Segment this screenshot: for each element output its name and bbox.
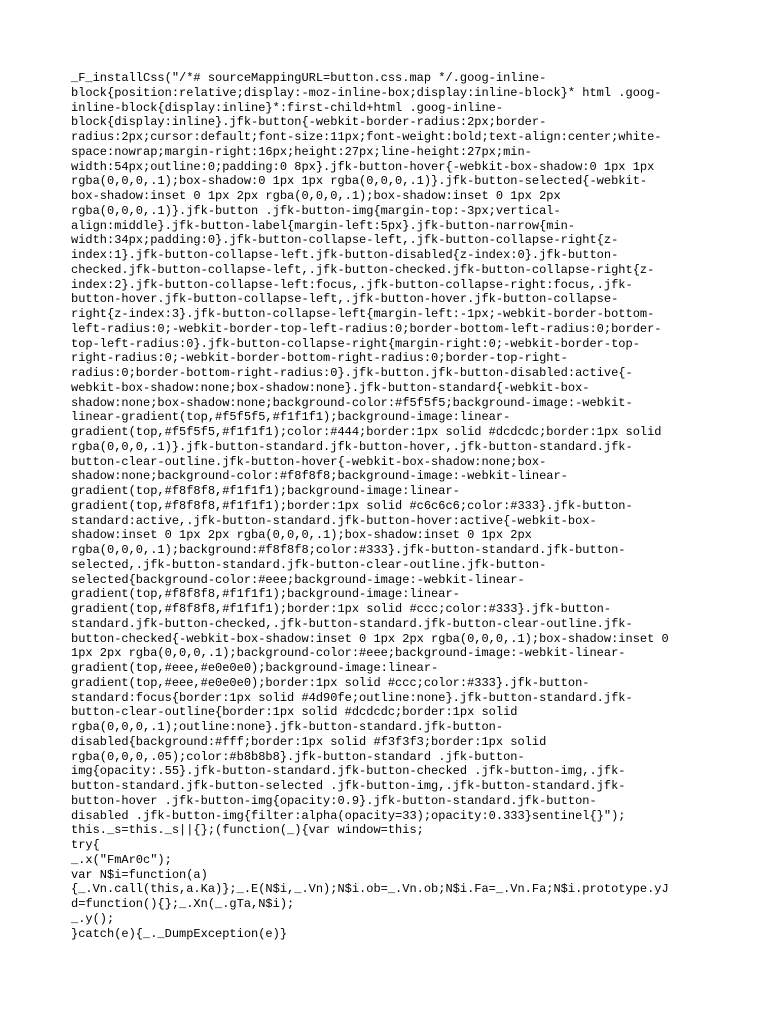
code-line: align:middle}.jfk-button-label{margin-left:5px}.jfk-button-narrow{min- [71, 218, 576, 233]
code-line: inline-block{display:inline}*:first-child+html .goog-inline- [71, 100, 504, 115]
code-line: gradient(top,#f8f8f8,#f1f1f1);background-image:linear- [71, 484, 460, 498]
code-line: d=function(){};_.Xn(_.gTa,N$i); [71, 897, 295, 911]
code-line: try{ [71, 838, 100, 852]
code-line: rgba(0,0,0,.1);outline:none}.jfk-button-standard.jfk-button- [71, 720, 504, 734]
code-line: radius:0;border-bottom-right-radius:0}.jfk-button.jfk-button-disabled:active{- [71, 366, 633, 380]
code-line: gradient(top,#f5f5f5,#f1f1f1);color:#444;border:1px solid #dcdcdc;border:1px solid [71, 425, 662, 439]
code-line: standard:active,.jfk-button-standard.jfk-button-hover:active{-webkit-box- [71, 513, 597, 528]
code-line: box-shadow:inset 0 1px 2px rgba(0,0,0,.1);box-shadow:inset 0 1px 2px [71, 189, 561, 203]
code-line: gradient(top,#f8f8f8,#f1f1f1);border:1px solid #c6c6c6;color:#333}.jfk-button- [71, 498, 633, 513]
code-line: radius:2px;cursor:default;font-size:11px;font-weight:bold;text-align:center;white- [71, 130, 662, 144]
code-line: rgba(0,0,0,.1);background:#f8f8f8;color:#333}.jfk-button-standard.jfk-button- [71, 543, 626, 557]
code-line: block{position:relative;display:-moz-inline-box;display:inline-block}* html .goog- [71, 85, 662, 100]
code-line: button-hover .jfk-button-img{opacity:0.9}.jfk-button-standard.jfk-button- [71, 793, 597, 808]
code-line: rgba(0,0,0,.1)}.jfk-button .jfk-button-img{margin-top:-3px;vertical- [71, 203, 561, 218]
code-line: rgba(0,0,0,.05);color:#b8b8b8}.jfk-button-standard .jfk-button- [71, 749, 525, 764]
code-line: disabled .jfk-button-img{filter:alpha(opacity=33);opacity:0.333}sentinel{}"); [71, 808, 626, 823]
code-line: right-radius:0;-webkit-border-bottom-right-radius:0;border-top-right- [71, 351, 568, 366]
code-line: block{display:inline}.jfk-button{-webkit-border-radius:2px;border- [71, 115, 547, 130]
code-line: shadow:none;box-shadow:none;background-color:#f5f5f5;background-image:-webkit- [71, 395, 633, 410]
code-line: img{opacity:.55}.jfk-button-standard.jfk-button-checked .jfk-button-img,.jfk- [71, 764, 626, 779]
code-line: 1px 2px rgba(0,0,0,.1);background-color:#eee;background-image:-webkit-linear- [71, 646, 626, 661]
code-line: rgba(0,0,0,.1)}.jfk-button-standard.jfk-button-hover,.jfk-button-standard.jfk- [71, 439, 633, 454]
code-line: top-left-radius:0}.jfk-button-collapse-right{margin-right:0;-webkit-border-top- [71, 336, 640, 351]
code-line: {_.Vn.call(this,a.Ka)};_.E(N$i,_.Vn);N$i.ob=_.Vn.ob;N$i.Fa=_.Vn.Fa;N$i.prototype.yJ [71, 882, 669, 897]
code-line: width:34px;padding:0}.jfk-button-collapse-left,.jfk-button-collapse-right{z- [71, 233, 619, 248]
code-line: index:1}.jfk-button-collapse-left.jfk-button-disabled{z-index:0}.jfk-button- [71, 248, 619, 262]
code-line: standard:focus{border:1px solid #4d90fe;outline:none}.jfk-button-standard.jfk- [71, 690, 633, 705]
code-line: gradient(top,#eee,#e0e0e0);background-image:linear- [71, 661, 439, 675]
code-line: var N$i=function(a) [71, 867, 208, 882]
code-line: right{z-index:3}.jfk-button-collapse-left{margin-left:-1px;-webkit-border-bottom- [71, 307, 655, 321]
code-line: gradient(top,#f8f8f8,#f1f1f1);border:1px solid #ccc;color:#333}.jfk-button- [71, 602, 612, 616]
code-line: standard.jfk-button-checked,.jfk-button-standard.jfk-button-clear-outline.jfk- [71, 616, 633, 631]
code-listing [71, 71, 711, 941]
code-line: rgba(0,0,0,.1);box-shadow:0 1px 1px rgba(0,0,0,.1)}.jfk-button-selected{-webkit- [71, 174, 648, 189]
code-line: shadow:none;background-color:#f8f8f8;background-image:-webkit-linear- [71, 469, 568, 484]
code-line: gradient(top,#eee,#e0e0e0);border:1px solid #ccc;color:#333}.jfk-button- [71, 675, 590, 690]
code-line: }catch(e){_._DumpException(e)} [71, 926, 288, 941]
code-line: webkit-box-shadow:none;box-shadow:none}.jfk-button-standard{-webkit-box- [71, 380, 590, 395]
code-line: _F_installCss("/*# sourceMappingURL=button.css.map */.goog-inline- [71, 71, 547, 85]
code-line: linear-gradient(top,#f5f5f5,#f1f1f1);background-image:linear- [71, 410, 511, 425]
code-line: button-clear-outline.jfk-button-hover{-webkit-box-shadow:none;box- [71, 454, 547, 469]
code-line: gradient(top,#f8f8f8,#f1f1f1);background-image:linear- [71, 587, 460, 602]
code-line: checked.jfk-button-collapse-left,.jfk-button-checked.jfk-button-collapse-right{z- [71, 262, 655, 277]
code-line: index:2}.jfk-button-collapse-left:focus,.jfk-button-collapse-right:focus,.jfk- [71, 277, 633, 292]
code-line: selected{background-color:#eee;background-image:-webkit-linear- [71, 572, 525, 587]
code-line: space:nowrap;margin-right:16px;height:27px;line-height:27px;min- [71, 144, 532, 159]
code-line: width:54px;outline:0;padding:0 8px}.jfk-button-hover{-webkit-box-shadow:0 1px 1px [71, 159, 655, 174]
code-line: selected,.jfk-button-standard.jfk-button-clear-outline.jfk-button- [71, 557, 547, 572]
code-line: button-hover.jfk-button-collapse-left,.jfk-button-hover.jfk-button-collapse- [71, 292, 619, 307]
code-line: button-standard.jfk-button-selected .jfk-button-img,.jfk-button-standard.jfk- [71, 779, 626, 793]
code-line: shadow:inset 0 1px 2px rgba(0,0,0,.1);box-shadow:inset 0 1px 2px [71, 528, 532, 543]
code-line: disabled{background:#fff;border:1px solid #f3f3f3;border:1px solid [71, 734, 547, 749]
code-line: _.y(); [71, 911, 115, 926]
code-line: left-radius:0;-webkit-border-top-left-radius:0;border-bottom-left-radius:0;border- [71, 321, 662, 336]
code-line: button-clear-outline{border:1px solid #dcdcdc;border:1px solid [71, 705, 518, 720]
code-line: _.x("FmAr0c"); [71, 852, 172, 867]
code-line: this._s=this._s||{};(function(_){var window=this; [71, 823, 424, 838]
code-line: button-checked{-webkit-box-shadow:inset 0 1px 2px rgba(0,0,0,.1);box-shadow:inset 0 [71, 631, 669, 646]
